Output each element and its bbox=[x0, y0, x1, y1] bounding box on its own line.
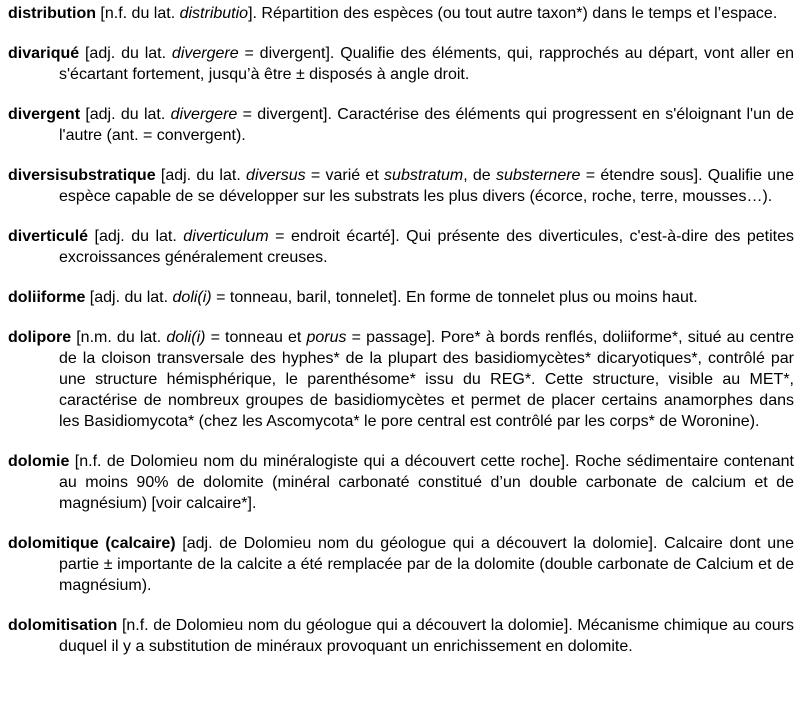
definition-text: [adj. du lat. bbox=[85, 289, 173, 306]
entry-term: diverticulé bbox=[8, 228, 89, 245]
definition-text: = varié et bbox=[305, 167, 385, 184]
glossary-entry bbox=[8, 3, 794, 24]
definition-text: = divergent]. Qualifie des éléments, qui, rapprochés au départ, vont aller en s'écartant fortement, jusqu’à être ± disposés à angle droit. bbox=[59, 45, 794, 83]
glossary-entry bbox=[8, 104, 794, 146]
latin-term: diverticulum bbox=[183, 228, 269, 245]
definition-text: = divergent]. Caractérise des éléments qui progressent en s'éloignant l'un de l'autre (ant. = convergent). bbox=[59, 106, 794, 144]
definition-text: [adj. du lat. bbox=[155, 167, 247, 184]
entry-term: divariqué bbox=[8, 45, 80, 62]
entry-term: dolomie bbox=[8, 453, 70, 470]
definition-text: [adj. du lat. bbox=[88, 228, 184, 245]
definition-text: = étendre sous]. Qualifie une espèce capable de se développer sur les substrats les plus divers (écorce, roche, terre, mousses…). bbox=[59, 167, 795, 205]
glossary-entry bbox=[8, 287, 794, 308]
definition-text: [adj. de Dolomieu nom du géologue qui a découvert la dolomie]. Calcaire dont une partie ± importante de la calcite a été remplacée par de la dolomite (double carbonate de Calcium et de magnésium). bbox=[59, 535, 794, 594]
definition-text: [n.f. de Dolomieu nom du minéralogiste qui a découvert cette roche]. Roche sédimentaire contenant au moins 90% de dolomite (minéral carbonaté constitué d’un double carbonate de calcium et de magnésium) [voir calcaire*]. bbox=[59, 453, 794, 512]
entry-term: doliiforme bbox=[8, 289, 86, 306]
entry-term: divergent bbox=[8, 106, 81, 123]
definition-text: , de bbox=[463, 167, 496, 184]
entry-term: dolomitique (calcaire) bbox=[8, 535, 176, 552]
definition-text: = tonneau et bbox=[205, 329, 307, 346]
definition-text: [n.m. du lat. bbox=[71, 329, 167, 346]
latin-term: substratum bbox=[384, 167, 464, 184]
latin-term: porus bbox=[306, 329, 347, 346]
latin-term: substernere bbox=[495, 167, 581, 184]
glossary-entry bbox=[8, 226, 794, 268]
latin-term: distributio bbox=[179, 5, 249, 22]
entry-term: distribution bbox=[8, 5, 96, 22]
definition-text: [n.f. du lat. bbox=[95, 5, 180, 22]
definition-text: [n.f. de Dolomieu nom du géologue qui a découvert la dolomie]. Mécanisme chimique au cours duquel il y a substitution de minéraux provoquant un enrichissement en dolomite. bbox=[59, 617, 794, 655]
definition-text: = passage]. Pore* à bords renflés, doliiforme*, situé au centre de la cloison transversale des hyphes* de la plupart des basidiomycètes* dicaryotiques*, contrôlé par une structure hémisphérique, le parenthésome* issu du REG*. Cette structure, visible au MET*, caractérise de nombreux groupes de basidiomycètes et permet de placer certains anamorphes dans les Basidiomycota* (chez les Ascomycota* le pore central est contrôlé par les corps* de Woronine). bbox=[59, 329, 795, 430]
definition-text: [adj. du lat. bbox=[80, 106, 171, 123]
definition-text: = endroit écarté]. Qui présente des diverticules, c'est-à-dire des petites excroissances généralement creuses. bbox=[59, 228, 794, 266]
entry-term: diversisubstratique bbox=[8, 167, 156, 184]
definition-text: ]. Répartition des espèces (ou tout autre taxon*) dans le temps et l’espace. bbox=[248, 5, 778, 22]
glossary-entry bbox=[8, 43, 794, 85]
definition-text: [adj. du lat. bbox=[79, 45, 172, 62]
latin-term: divergere bbox=[170, 106, 238, 123]
latin-term: doli(i) bbox=[172, 289, 212, 306]
entry-term: dolomitisation bbox=[8, 617, 118, 634]
latin-term: divergere bbox=[171, 45, 239, 62]
glossary-entry bbox=[8, 327, 794, 432]
entry-term: dolipore bbox=[8, 329, 72, 346]
glossary-entry bbox=[8, 533, 794, 596]
glossary-entry bbox=[8, 451, 794, 514]
definition-text: = tonneau, baril, tonnelet]. En forme de tonnelet plus ou moins haut. bbox=[211, 289, 698, 306]
latin-term: diversus bbox=[246, 167, 306, 184]
latin-term: doli(i) bbox=[166, 329, 206, 346]
glossary-entry bbox=[8, 615, 794, 657]
glossary-entry bbox=[8, 165, 794, 207]
